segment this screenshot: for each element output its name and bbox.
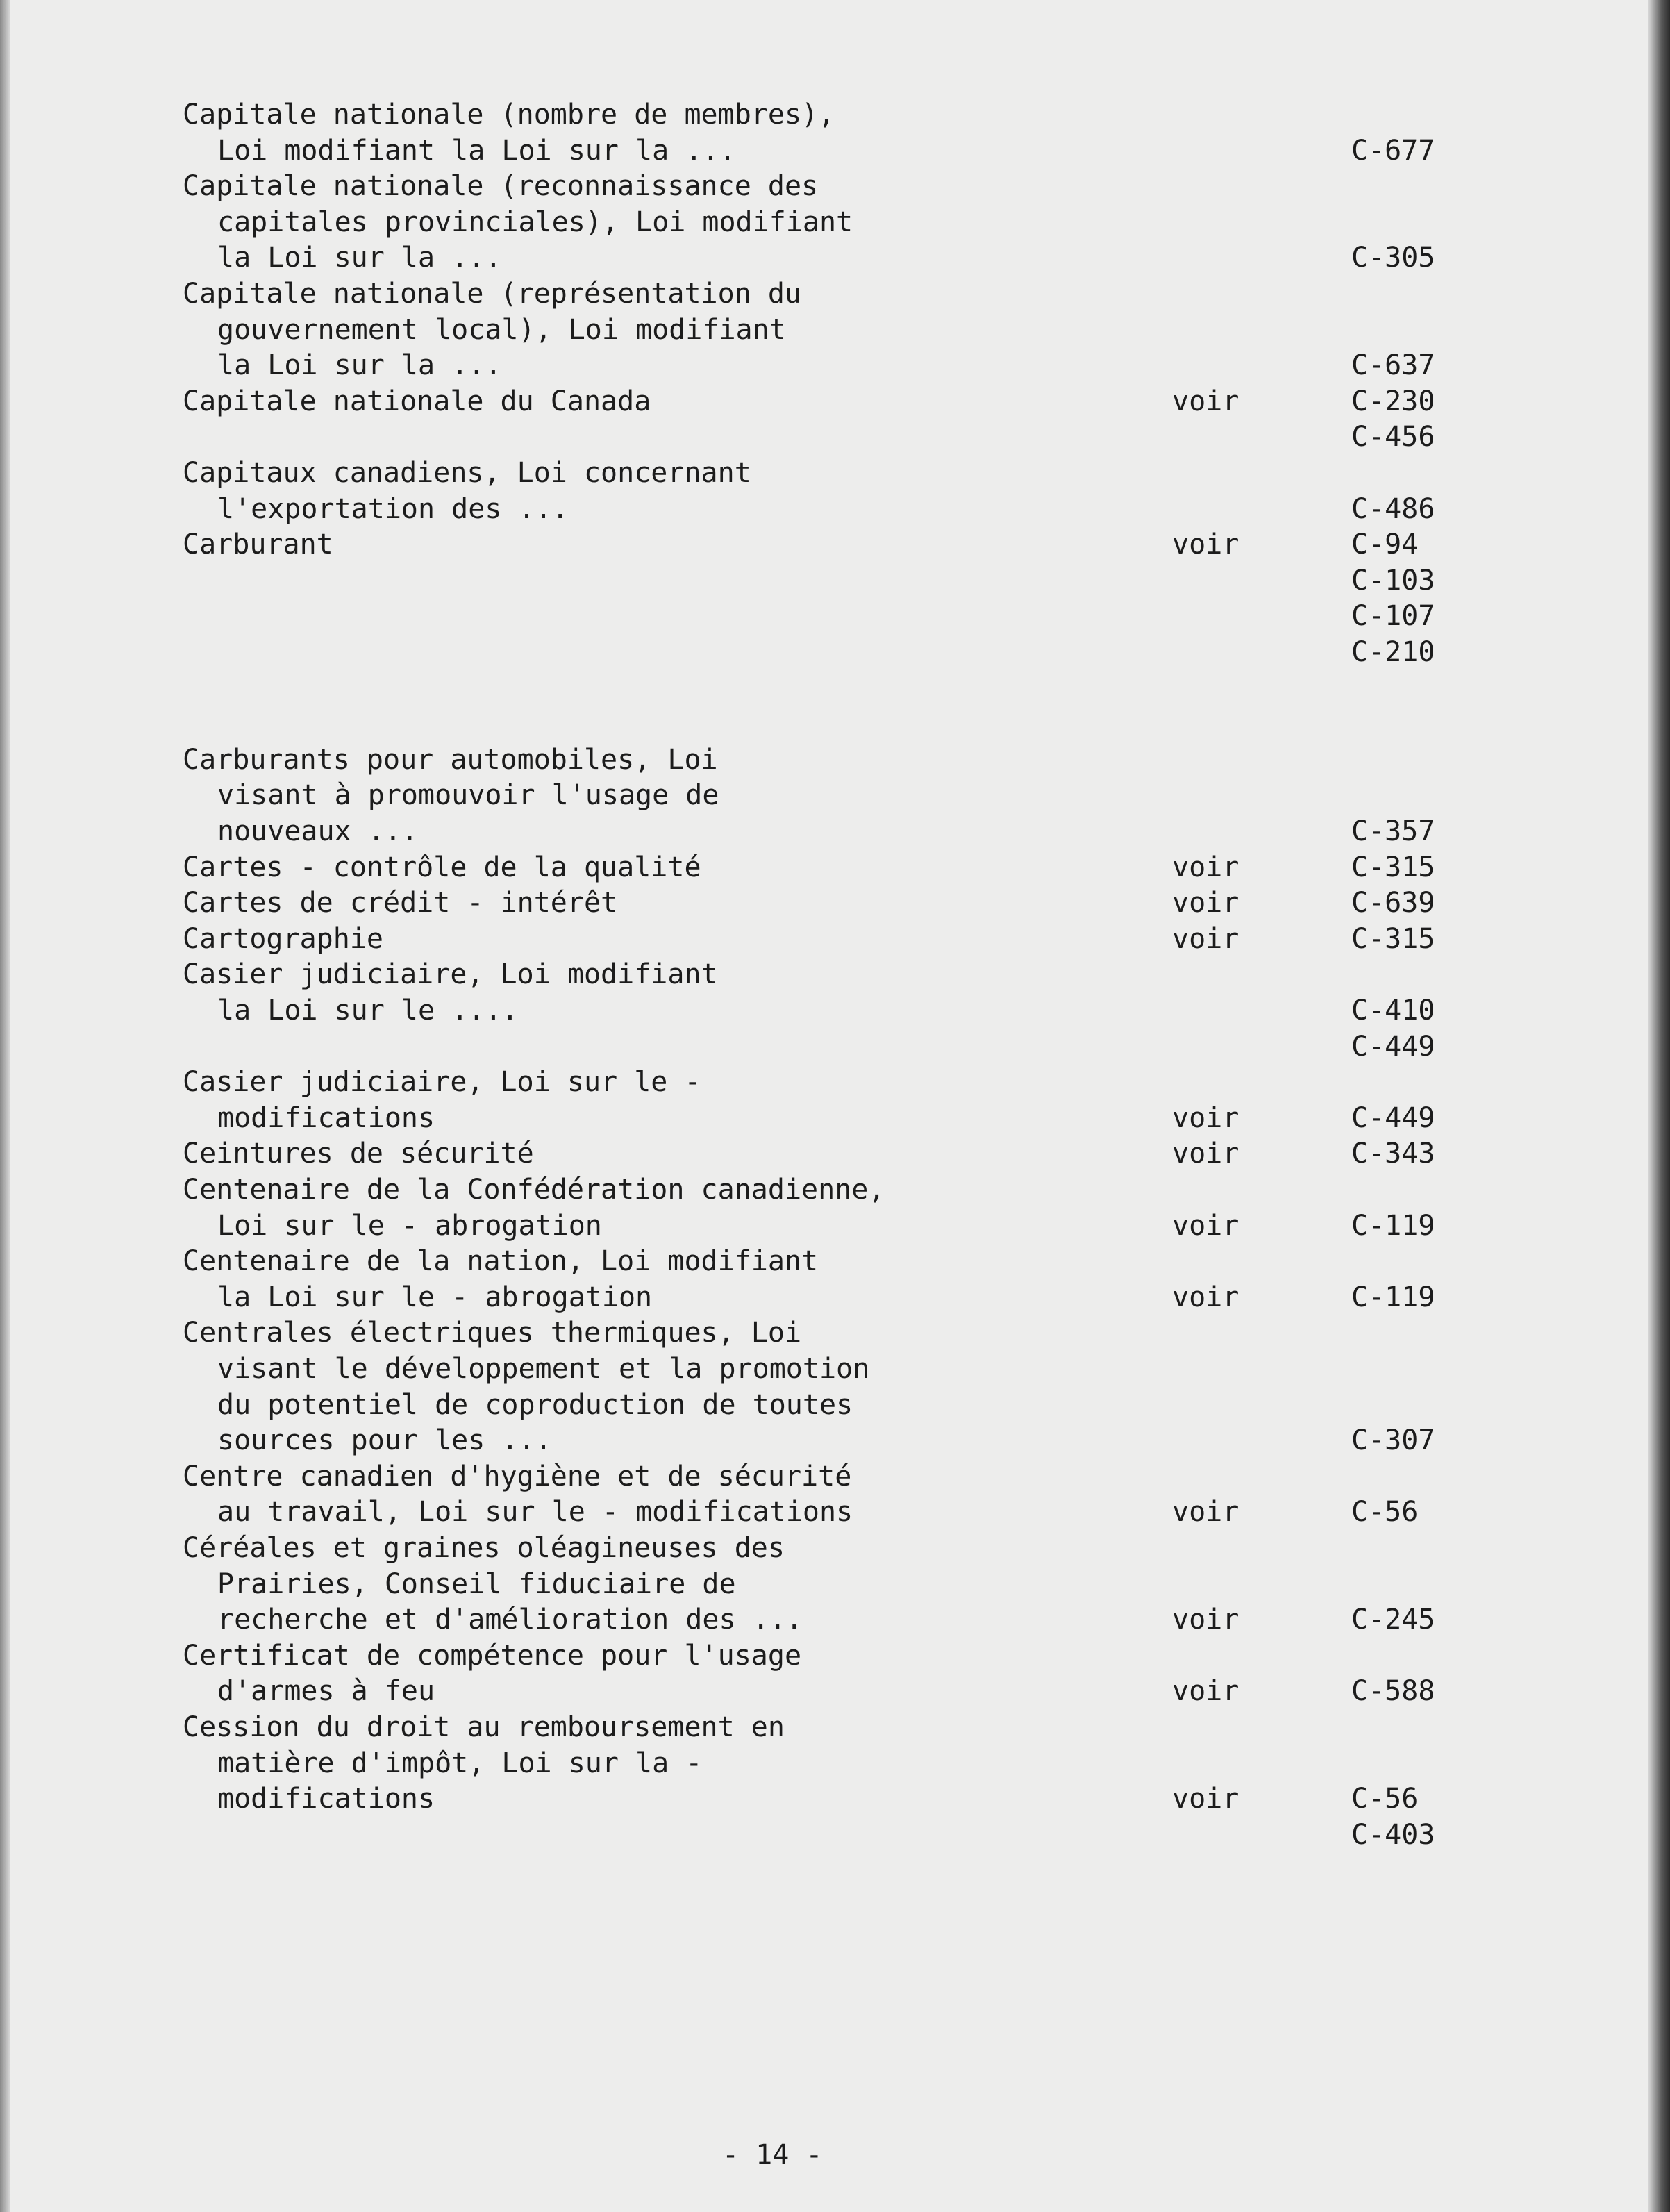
entry-continuation: d'armes à feu <box>217 1675 435 1708</box>
bill-number: C-107 <box>1351 600 1435 633</box>
entry-heading: Capitale nationale (représentation du <box>183 278 802 310</box>
entry-continuation: matière d'impôt, Loi sur la - <box>217 1747 703 1779</box>
entry-heading: Capitale nationale du Canada <box>183 385 651 417</box>
see-reference-label: voir <box>1172 922 1239 955</box>
entry-continuation: la Loi sur la ... <box>217 242 502 274</box>
entry-continuation: visant le développement et la promotion <box>217 1353 870 1385</box>
entry-heading: Capitale nationale (reconnaissance des <box>183 170 819 203</box>
bill-number: C-449 <box>1351 1101 1435 1134</box>
bill-number: C-588 <box>1351 1675 1435 1708</box>
bill-number: C-103 <box>1351 564 1435 597</box>
see-reference-label: voir <box>1172 529 1239 561</box>
entry-continuation: modifications <box>217 1783 435 1815</box>
bill-number: C-210 <box>1351 636 1435 668</box>
entry-continuation: Prairies, Conseil fiduciaire de <box>217 1567 736 1600</box>
entry-heading: Cartes - contrôle de la qualité <box>183 851 701 883</box>
bill-number: C-315 <box>1351 851 1435 883</box>
entry-continuation: la Loi sur le - abrogation <box>217 1281 653 1313</box>
entry-heading: Centrales électriques thermiques, Loi <box>183 1317 802 1349</box>
entry-continuation: du potentiel de coproduction de toutes <box>217 1388 853 1421</box>
entry-heading: Capitaux canadiens, Loi concernant <box>183 457 751 489</box>
entry-continuation: recherche et d'amélioration des ... <box>217 1604 803 1636</box>
bill-number: C-315 <box>1351 922 1435 955</box>
see-reference-label: voir <box>1172 1675 1239 1708</box>
entry-continuation: l'exportation des ... <box>217 492 569 525</box>
entry-continuation: sources pour les ... <box>217 1424 552 1457</box>
entry-heading: Ceintures de sécurité <box>183 1138 534 1170</box>
entry-heading: Casier judiciaire, Loi sur le - <box>183 1066 701 1099</box>
entry-heading: Céréales et graines oléagineuses des <box>183 1532 785 1564</box>
page-number: - 14 - <box>722 2139 823 2171</box>
entry-heading: Cartes de crédit - intérêt <box>183 887 618 920</box>
entry-heading: Carburants pour automobiles, Loi <box>183 743 718 776</box>
bill-number: C-357 <box>1351 815 1435 847</box>
entry-continuation: Loi sur le - abrogation <box>217 1209 602 1242</box>
entry-heading: Carburant <box>183 529 333 561</box>
bill-number: C-119 <box>1351 1281 1435 1313</box>
entry-heading: Cession du droit au remboursement en <box>183 1711 785 1743</box>
bill-number: C-230 <box>1351 385 1435 417</box>
bill-number: C-403 <box>1351 1818 1435 1851</box>
entry-continuation: visant à promouvoir l'usage de <box>217 779 719 812</box>
bill-number: C-677 <box>1351 134 1435 167</box>
bill-number: C-56 <box>1351 1496 1419 1529</box>
bill-number: C-639 <box>1351 887 1435 920</box>
entry-heading: Certificat de compétence pour l'usage <box>183 1639 802 1672</box>
entry-continuation: modifications <box>217 1101 435 1134</box>
entry-heading: Casier judiciaire, Loi modifiant <box>183 958 718 991</box>
entry-heading: Centenaire de la Confédération canadienne, <box>183 1174 885 1206</box>
see-reference-label: voir <box>1172 887 1239 920</box>
bill-number: C-637 <box>1351 349 1435 382</box>
bill-number: C-410 <box>1351 995 1435 1026</box>
entry-continuation: capitales provinciales), Loi modifiant <box>217 206 853 238</box>
entry-continuation: nouveaux ... <box>217 815 418 847</box>
bill-number: C-343 <box>1351 1138 1435 1170</box>
entry-continuation: au travail, Loi sur le - modifications <box>217 1496 853 1529</box>
see-reference-label: voir <box>1172 1281 1239 1313</box>
entry-continuation: Loi modifiant la Loi sur la ... <box>217 134 736 167</box>
bill-number: C-119 <box>1351 1209 1435 1242</box>
see-reference-label: voir <box>1172 1209 1239 1242</box>
bill-number: C-456 <box>1351 421 1435 454</box>
bill-number: C-449 <box>1351 1030 1435 1063</box>
entry-heading: Centenaire de la nation, Loi modifiant <box>183 1245 819 1278</box>
entry-continuation: la Loi sur la ... <box>217 349 502 382</box>
entry-heading: Cartographie <box>183 922 383 955</box>
see-reference-label: voir <box>1172 1783 1239 1815</box>
bill-number: C-305 <box>1351 242 1435 274</box>
bill-number: C-307 <box>1351 1424 1435 1457</box>
see-reference-label: voir <box>1172 1604 1239 1636</box>
entry-continuation: la Loi sur le .... <box>217 995 519 1026</box>
see-reference-label: voir <box>1172 1101 1239 1134</box>
bill-number: C-245 <box>1351 1604 1435 1636</box>
see-reference-label: voir <box>1172 851 1239 883</box>
see-reference-label: voir <box>1172 1138 1239 1170</box>
entry-heading: Capitale nationale (nombre de membres), <box>183 99 835 131</box>
see-reference-label: voir <box>1172 385 1239 417</box>
bill-number: C-486 <box>1351 492 1435 525</box>
entry-continuation: gouvernement local), Loi modifiant <box>217 313 786 346</box>
see-reference-label: voir <box>1172 1496 1239 1529</box>
bill-number: C-94 <box>1351 529 1419 561</box>
bill-number: C-56 <box>1351 1783 1419 1815</box>
entry-heading: Centre canadien d'hygiène et de sécurité <box>183 1460 852 1492</box>
